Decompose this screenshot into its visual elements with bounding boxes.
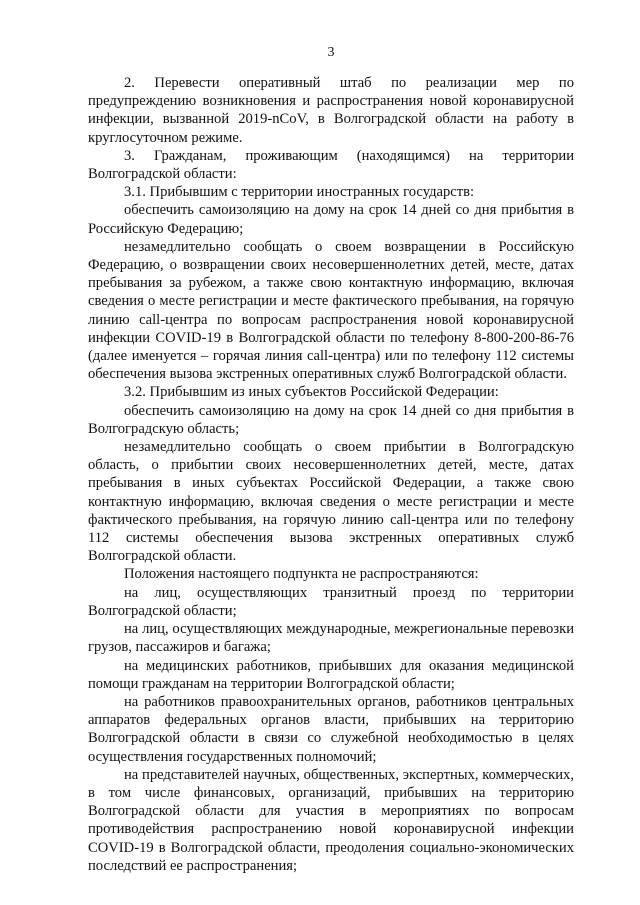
paragraph-exception-representatives: на представителей научных, общественных, экспертных, коммерческих, в том числе финансовых, организаций, прибывших на территорию Волгоградской области для участия в мероприятиях по вопросам противодействия распространению новой коронавирусной инфекции COVID-19 в Волгоградской области, преодоления социально-экономических последствий ее распространения; [88,766,574,874]
paragraph-exception-transit: на лиц, осуществляющих транзитный проезд по территории Волгоградской области; [88,584,574,619]
paragraph-exception-medical: на медицинских работников, прибывших для оказания медицинской помощи гражданам на территории Волгоградской области; [88,657,574,692]
paragraph-exceptions-heading: Положения настоящего подпункта не распространяются: [124,566,479,583]
paragraph-3-2-report-arrival: незамедлительно сообщать о своем прибытии в Волгоградскую область, о прибытии своих несовершеннолетних детей, месте, датах пребывания в иных субъектах Российской Федерации, а также свою контактную информацию, включая сведения о месте регистрации и месте фактического пребывания, на горячую линию call-центра или по телефону 112 системы обеспечения вызова экстренных оперативных служб Волгоградской области. [88,439,574,565]
page-number: 3 [327,45,335,60]
paragraph-exception-carriers: на лиц, осуществляющих международные, межрегиональные перевозки грузов, пассажиров и багажа; [88,621,574,656]
paragraph-3-2-self-isolation: обеспечить самоизоляцию на дому на срок 14 дней со дня прибытия в Волгоградскую область; [88,402,574,437]
paragraph-2-operational-headquarters: 2. Перевести оперативный штаб по реализации мер по предупреждению возникновения и распространения новой коронавирусной инфекции, вызванной 2019-nCoV, в Волгоградской области на работу в круглосуточном режиме. [88,75,574,146]
paragraph-3-1-report-return: незамедлительно сообщать о своем возвращении в Российскую Федерацию, о возвращении своих несовершеннолетних детей, месте, датах пребывания за рубежом, а также свою контактную информацию, включая сведения о месте регистрации и месте фактического пребывания, на горячую линию call-центра по вопросам распространения новой коронавирусной инфекции COVID-19 в Волгоградской области по телефону 8-800-200-86-76 (далее именуется – горячая линия call-центра) или по телефону 112 системы обеспечения вызова экстренных оперативных служб Волгоградской области. [88,238,574,383]
paragraph-3-1-heading: 3.1. Прибывшим с территории иностранных государств: [124,184,475,201]
paragraph-3-2-heading: 3.2. Прибывшим из иных субъектов Российской Федерации: [124,384,499,401]
paragraph-3-citizens: 3. Гражданам, проживающим (находящимся) на территории Волгоградской области: [88,147,574,183]
paragraph-3-1-self-isolation: обеспечить самоизоляцию на дому на срок 14 дней со дня прибытия в Российскую Федерацию; [88,202,574,237]
paragraph-exception-law-enforcement: на работников правоохранительных органов, работников центральных аппаратов федеральных органов власти, прибывших на территорию Волгоградской области в связи со служебной необходимостью в целях осуществления государственных полномочий; [88,693,574,765]
